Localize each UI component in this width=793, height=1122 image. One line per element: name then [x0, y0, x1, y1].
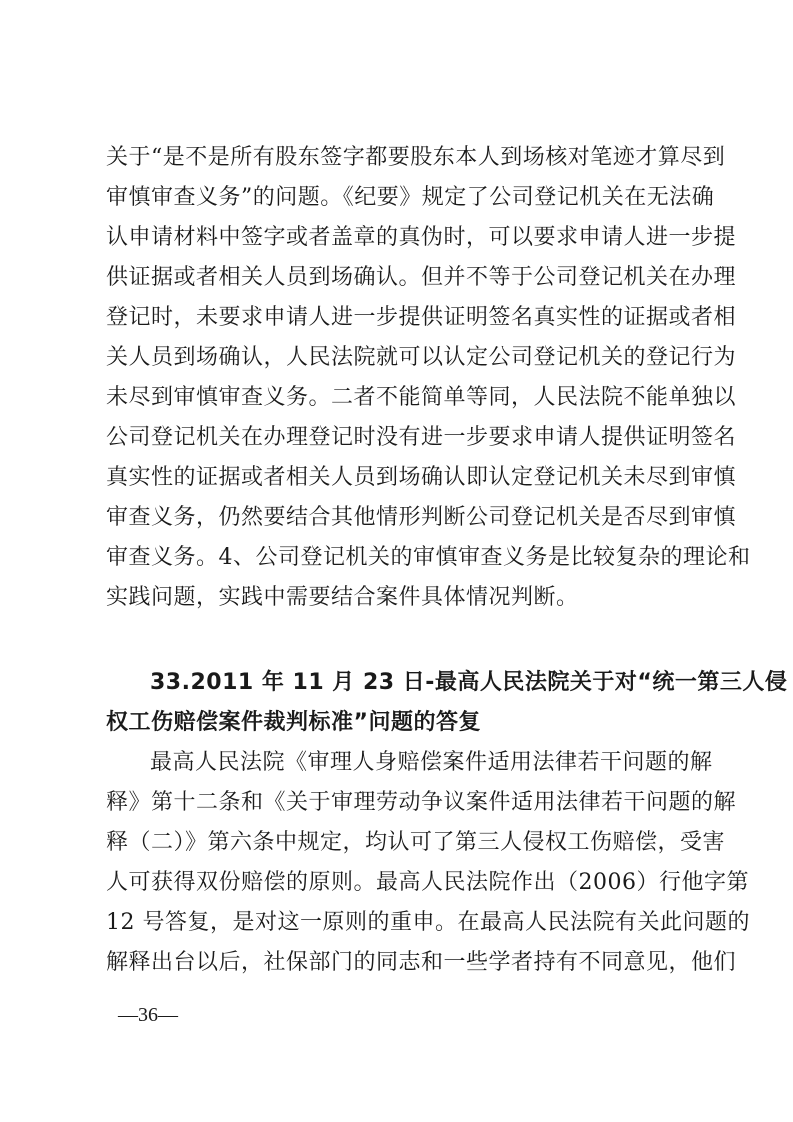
paragraph-line: 关于“是不是所有股东签字都要股东本人到场核对笔迹才算尽到: [106, 145, 726, 170]
paragraph-line: 审查义务，仍然要结合其他情形判断公司登记机关是否尽到审慎: [106, 505, 737, 530]
paragraph-line: 登记时，未要求申请人进一步提供证明签名真实性的证据或者相: [106, 305, 737, 330]
page-number: —36—: [118, 1004, 178, 1026]
paragraph-line: 审查义务。4、公司登记机关的审慎审查义务是比较复杂的理论和: [106, 545, 751, 570]
paragraph-line: 未尽到审慎审查义务。二者不能简单等同，人民法院不能单独以: [106, 385, 737, 410]
heading-line: 权工伤赔偿案件裁判标准”问题的答复: [106, 710, 481, 735]
paragraph-line: 真实性的证据或者相关人员到场确认即认定登记机关未尽到审慎: [106, 465, 737, 490]
paragraph-line: 认申请材料中签字或者盖章的真伪时，可以要求申请人进一步提: [106, 225, 737, 250]
paragraph-line: 关人员到场确认，人民法院就可以认定公司登记机关的登记行为: [106, 345, 737, 370]
paragraph-line: 12 号答复，是对这一原则的重申。在最高人民法院有关此问题的: [106, 910, 750, 935]
paragraph-line: 供证据或者相关人员到场确认。但并不等于公司登记机关在办理: [106, 265, 737, 290]
paragraph-line: 释》第十二条和《关于审理劳动争议案件适用法律若干问题的解: [106, 790, 737, 815]
paragraph-line: 解释出台以后，社保部门的同志和一些学者持有不同意见，他们: [106, 950, 737, 975]
paragraph-line: 审慎审查义务”的问题。《纪要》规定了公司登记机关在无法确: [106, 185, 715, 210]
paragraph-line: 最高人民法院《审理人身赔偿案件适用法律若干问题的解: [150, 750, 713, 775]
heading-line: 33.2011 年 11 月 23 日-最高人民法院关于对“统一第三人侵: [150, 670, 788, 695]
paragraph-line: 公司登记机关在办理登记时没有进一步要求申请人提供证明签名: [106, 425, 737, 450]
paragraph-line: 释（二）》第六条中规定，均认可了第三人侵权工伤赔偿，受害: [106, 830, 726, 855]
paragraph-line: 人可获得双份赔偿的原则。最高人民法院作出（2006）行他字第: [106, 870, 749, 895]
paragraph-line: 实践问题，实践中需要结合案件具体情况判断。: [106, 585, 579, 610]
